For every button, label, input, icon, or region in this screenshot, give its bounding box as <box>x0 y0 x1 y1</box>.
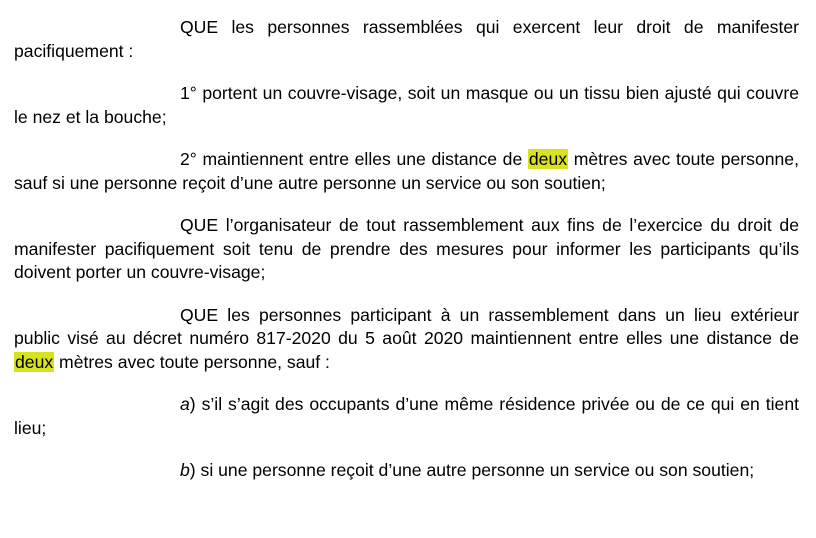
paragraph-lieu-exterieur <box>14 304 799 375</box>
item-letter: b <box>180 460 190 480</box>
highlighted-word: deux <box>15 351 54 372</box>
paragraph-text: mètres avec toute personne, sauf : <box>54 351 330 372</box>
paragraph-text: ) si une personne reçoit d’une autre personne un service ou son soutien; <box>189 460 755 480</box>
paragraph-item-a <box>14 393 799 440</box>
paragraph-text: QUE l’organisateur de tout rassemblement aux fins de l’exercice du droit de manifester pacifiquement soit tenu de prendre des mesures pour informer les participants qu’ils doivent porter un couvre-visage; <box>14 215 799 282</box>
document-page <box>14 16 799 502</box>
paragraph-text: mètres avec toute personne, sauf si une personne reçoit d’une autre personne un service ou son soutien; <box>14 149 799 193</box>
paragraph-item-1-couvre-visage <box>14 82 799 129</box>
item-letter: a <box>180 394 190 414</box>
paragraph-item-2-distance <box>14 148 799 195</box>
highlighted-word: deux <box>528 149 568 169</box>
paragraph-text: QUE les personnes participant à un rassemblement dans un lieu extérieur public visé au décret numéro 817-2020 du 5 août 2020 maintiennent entre elles une distance de <box>14 304 799 348</box>
paragraph-text: 1° portent un couvre-visage, soit un masque ou un tissu bien ajusté qui couvre le nez et la bouche; <box>14 83 799 127</box>
paragraph-organisateur <box>14 214 799 285</box>
paragraph-text: QUE les personnes rassemblées qui exercent leur droit de manifester pacifiquement : <box>14 17 799 61</box>
paragraph-item-b <box>14 459 799 483</box>
paragraph-text: 2° maintiennent entre elles une distance de <box>180 149 528 169</box>
paragraph-manifester <box>14 16 799 63</box>
paragraph-text: ) s’il s’agit des occupants d’une même résidence privée ou de ce qui en tient lieu; <box>14 394 799 438</box>
